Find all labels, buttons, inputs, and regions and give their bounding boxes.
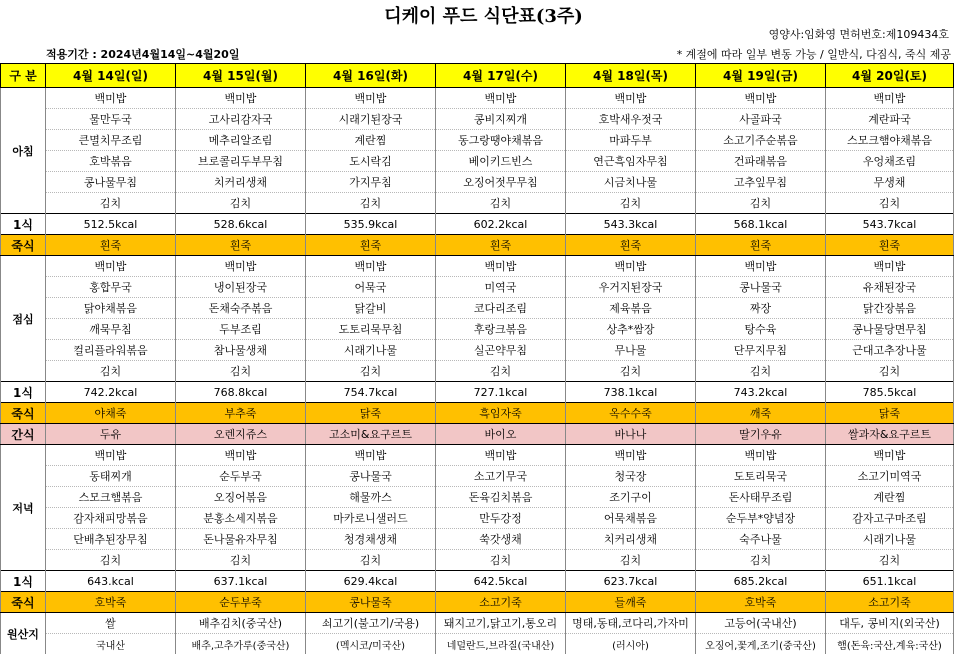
porridge-item: 순두부죽 — [176, 592, 306, 613]
kcal-value: 629.4kcal — [306, 571, 436, 592]
menu-item: 쑥갓생채 — [436, 529, 566, 550]
menu-item: 김치 — [696, 361, 826, 382]
menu-row — [1, 130, 954, 151]
kcal-value: 785.5kcal — [826, 382, 954, 403]
porridge-item: 닭죽 — [306, 403, 436, 424]
menu-item: 백미밥 — [826, 445, 954, 466]
menu-row — [1, 277, 954, 298]
day-header: 4월 19일(금) — [696, 64, 826, 88]
snack-item: 바나나 — [566, 424, 696, 445]
origin-item: 네덜란드,브라질(국내산) — [436, 634, 566, 655]
porridge-item: 닭죽 — [826, 403, 954, 424]
menu-item: 홍합무국 — [46, 277, 176, 298]
menu-item: 근대고추장나물 — [826, 340, 954, 361]
menu-item: 우거지된장국 — [566, 277, 696, 298]
menu-row — [1, 466, 954, 487]
menu-item: 백미밥 — [696, 256, 826, 277]
day-header: 4월 17일(수) — [436, 64, 566, 88]
menu-item: 김치 — [696, 550, 826, 571]
menu-item: 시래기된장국 — [306, 109, 436, 130]
kcal-value: 543.3kcal — [566, 214, 696, 235]
menu-item: 순두부국 — [176, 466, 306, 487]
menu-item: 어묵채볶음 — [566, 508, 696, 529]
menu-row — [1, 508, 954, 529]
snack-item: 오렌지쥬스 — [176, 424, 306, 445]
menu-item: 베이키드빈스 — [436, 151, 566, 172]
snack-item: 바이오 — [436, 424, 566, 445]
origin-item: 오징어,꽃게,조기(중국산) — [696, 634, 826, 655]
menu-item: 해물까스 — [306, 487, 436, 508]
menu-item: 돈채숙주볶음 — [176, 298, 306, 319]
porridge-label: 죽식 — [1, 235, 46, 256]
kcal-value: 743.2kcal — [696, 382, 826, 403]
menu-item: 메추리알조림 — [176, 130, 306, 151]
kcal-value: 768.8kcal — [176, 382, 306, 403]
porridge-item: 흰죽 — [436, 235, 566, 256]
menu-item: 가지무침 — [306, 172, 436, 193]
menu-item: 돈사태무조림 — [696, 487, 826, 508]
menu-item: 소고기무국 — [436, 466, 566, 487]
menu-item: 김치 — [46, 550, 176, 571]
porridge-item: 깨죽 — [696, 403, 826, 424]
menu-item: 김치 — [436, 193, 566, 214]
menu-item: 콩나물국 — [696, 277, 826, 298]
menu-item: 백미밥 — [306, 256, 436, 277]
menu-item: 백미밥 — [46, 256, 176, 277]
menu-item: 스모크햄볶음 — [46, 487, 176, 508]
menu-row — [1, 88, 954, 109]
menu-item: 백미밥 — [46, 88, 176, 109]
origin-row — [1, 634, 954, 655]
porridge-row — [1, 592, 954, 613]
page-title: 디케이 푸드 식단표(3주) — [384, 6, 583, 27]
kcal-label: 1식 — [1, 382, 46, 403]
menu-item: 고추잎무침 — [696, 172, 826, 193]
menu-item: 계란찜 — [306, 130, 436, 151]
menu-item: 고사리감자국 — [176, 109, 306, 130]
menu-item: 돈나물유자무침 — [176, 529, 306, 550]
nutritionist-info: 영양사:임화영 면허번호:제109434호 — [768, 28, 949, 41]
snack-item: 두유 — [46, 424, 176, 445]
meal-label: 저녁 — [1, 445, 46, 571]
menu-item: 시래기나물 — [826, 529, 954, 550]
menu-item: 김치 — [176, 361, 306, 382]
kcal-value: 512.5kcal — [46, 214, 176, 235]
menu-item: 김치 — [826, 361, 954, 382]
menu-item: 냉이된장국 — [176, 277, 306, 298]
day-header: 4월 20일(토) — [826, 64, 954, 88]
menu-item: 만두강정 — [436, 508, 566, 529]
origin-item: (러시아) — [566, 634, 696, 655]
menu-item: 연근흑임자무침 — [566, 151, 696, 172]
kcal-value: 637.1kcal — [176, 571, 306, 592]
menu-item: 백미밥 — [826, 256, 954, 277]
menu-item: 시래기나물 — [306, 340, 436, 361]
menu-item: 닭야채볶음 — [46, 298, 176, 319]
snack-item: 딸기우유 — [696, 424, 826, 445]
menu-item: 참나물생채 — [176, 340, 306, 361]
menu-item: 소고기주순볶음 — [696, 130, 826, 151]
snack-item: 고소미&요구르트 — [306, 424, 436, 445]
porridge-item: 부추죽 — [176, 403, 306, 424]
menu-item: 건파래볶음 — [696, 151, 826, 172]
header-row — [1, 64, 954, 88]
corner-label: 구 분 — [1, 64, 46, 88]
menu-item: 백미밥 — [306, 445, 436, 466]
menu-item: 돈육김치볶음 — [436, 487, 566, 508]
origin-item: 쇠고기(불고기/국용) — [306, 613, 436, 634]
menu-item: 김치 — [566, 550, 696, 571]
menu-item: 김치 — [566, 361, 696, 382]
menu-item: 백미밥 — [436, 88, 566, 109]
snack-item: 쌀과자&요구르트 — [826, 424, 954, 445]
menu-row — [1, 340, 954, 361]
menu-item: 계란파국 — [826, 109, 954, 130]
menu-item: 백미밥 — [176, 88, 306, 109]
day-header: 4월 15일(월) — [176, 64, 306, 88]
kcal-row — [1, 382, 954, 403]
menu-item: 상추*쌈장 — [566, 319, 696, 340]
porridge-item: 흑임자죽 — [436, 403, 566, 424]
menu-item: 김치 — [176, 193, 306, 214]
origin-item: 쌀 — [46, 613, 176, 634]
menu-item: 백미밥 — [176, 256, 306, 277]
menu-item: 컬리플라워볶음 — [46, 340, 176, 361]
porridge-item: 옥수수죽 — [566, 403, 696, 424]
kcal-value: 528.6kcal — [176, 214, 306, 235]
menu-item: 브로콜리두부무침 — [176, 151, 306, 172]
menu-item: 분홍소세지볶음 — [176, 508, 306, 529]
menu-item: 단무지무침 — [696, 340, 826, 361]
porridge-item: 흰죽 — [176, 235, 306, 256]
menu-item: 동태찌개 — [46, 466, 176, 487]
menu-item: 김치 — [306, 193, 436, 214]
menu-item: 코다리조림 — [436, 298, 566, 319]
kcal-value: 623.7kcal — [566, 571, 696, 592]
menu-item: 숙주나물 — [696, 529, 826, 550]
menu-item: 유채된장국 — [826, 277, 954, 298]
menu-item: 사골파국 — [696, 109, 826, 130]
menu-item: 도시락김 — [306, 151, 436, 172]
origin-item: 배추,고추가루(중국산) — [176, 634, 306, 655]
menu-item: 물만두국 — [46, 109, 176, 130]
porridge-item: 호박죽 — [46, 592, 176, 613]
menu-item: 콩나물당면무침 — [826, 319, 954, 340]
origin-item: 고등어(국내산) — [696, 613, 826, 634]
snack-row — [1, 424, 954, 445]
menu-row — [1, 109, 954, 130]
menu-item: 오징어젓무무침 — [436, 172, 566, 193]
menu-item: 실곤약무침 — [436, 340, 566, 361]
porridge-row — [1, 403, 954, 424]
menu-item: 백미밥 — [436, 256, 566, 277]
kcal-value: 535.9kcal — [306, 214, 436, 235]
menu-item: 짜장 — [696, 298, 826, 319]
menu-item: 순두부*양념장 — [696, 508, 826, 529]
kcal-value: 643.kcal — [46, 571, 176, 592]
kcal-row — [1, 571, 954, 592]
menu-item: 단배추된장무침 — [46, 529, 176, 550]
menu-item: 백미밥 — [566, 445, 696, 466]
menu-item: 치커리생채 — [566, 529, 696, 550]
menu-item: 무생채 — [826, 172, 954, 193]
menu-item: 백미밥 — [176, 445, 306, 466]
day-header: 4월 18일(목) — [566, 64, 696, 88]
menu-row — [1, 172, 954, 193]
porridge-item: 호박죽 — [696, 592, 826, 613]
menu-table — [0, 63, 954, 654]
menu-row — [1, 445, 954, 466]
meal-label: 점심 — [1, 256, 46, 382]
menu-row — [1, 550, 954, 571]
menu-item: 소고기미역국 — [826, 466, 954, 487]
menu-item: 어묵국 — [306, 277, 436, 298]
menu-item: 백미밥 — [826, 88, 954, 109]
menu-item: 김치 — [826, 193, 954, 214]
menu-item: 백미밥 — [696, 445, 826, 466]
kcal-value: 754.7kcal — [306, 382, 436, 403]
menu-item: 닭갈비 — [306, 298, 436, 319]
kcal-value: 651.1kcal — [826, 571, 954, 592]
menu-item: 동그랑땡야채볶음 — [436, 130, 566, 151]
menu-item: 호박새우젓국 — [566, 109, 696, 130]
menu-item: 김치 — [46, 193, 176, 214]
porridge-item: 콩나물죽 — [306, 592, 436, 613]
day-header: 4월 14일(일) — [46, 64, 176, 88]
porridge-item: 소고기죽 — [826, 592, 954, 613]
menu-item: 스모크햄야채볶음 — [826, 130, 954, 151]
porridge-item: 흰죽 — [826, 235, 954, 256]
menu-item: 계란찜 — [826, 487, 954, 508]
menu-item: 감자채피망볶음 — [46, 508, 176, 529]
menu-item: 도토리묵무침 — [306, 319, 436, 340]
porridge-item: 흰죽 — [306, 235, 436, 256]
origin-item: (멕시코/미국산) — [306, 634, 436, 655]
kcal-value: 685.2kcal — [696, 571, 826, 592]
kcal-value: 543.7kcal — [826, 214, 954, 235]
menu-row — [1, 361, 954, 382]
kcal-value: 642.5kcal — [436, 571, 566, 592]
porridge-item: 야채죽 — [46, 403, 176, 424]
porridge-item: 흰죽 — [696, 235, 826, 256]
menu-item: 우엉채조림 — [826, 151, 954, 172]
menu-item: 제육볶음 — [566, 298, 696, 319]
menu-item: 김치 — [826, 550, 954, 571]
menu-item: 후랑크볶음 — [436, 319, 566, 340]
kcal-value: 727.1kcal — [436, 382, 566, 403]
origin-item: 명태,동태,코다리,가자미 — [566, 613, 696, 634]
menu-item: 오징어볶음 — [176, 487, 306, 508]
menu-item: 김치 — [306, 550, 436, 571]
menu-row — [1, 319, 954, 340]
menu-item: 김치 — [436, 361, 566, 382]
menu-item: 두부조림 — [176, 319, 306, 340]
menu-item: 닭간장볶음 — [826, 298, 954, 319]
menu-item: 백미밥 — [566, 256, 696, 277]
snack-label: 간식 — [1, 424, 46, 445]
menu-item: 마파두부 — [566, 130, 696, 151]
menu-row — [1, 529, 954, 550]
porridge-row — [1, 235, 954, 256]
meal-label: 아침 — [1, 88, 46, 214]
menu-item: 조기구이 — [566, 487, 696, 508]
menu-item: 청경채생채 — [306, 529, 436, 550]
menu-item: 김치 — [566, 193, 696, 214]
kcal-value: 742.2kcal — [46, 382, 176, 403]
menu-item: 김치 — [176, 550, 306, 571]
porridge-label: 죽식 — [1, 592, 46, 613]
origin-label: 원산지 — [1, 613, 46, 655]
menu-item: 백미밥 — [306, 88, 436, 109]
menu-item: 치커리생채 — [176, 172, 306, 193]
menu-item: 김치 — [46, 361, 176, 382]
menu-item: 김치 — [436, 550, 566, 571]
porridge-label: 죽식 — [1, 403, 46, 424]
menu-item: 큰멸치무조림 — [46, 130, 176, 151]
menu-item: 김치 — [306, 361, 436, 382]
menu-item: 백미밥 — [436, 445, 566, 466]
menu-item: 백미밥 — [566, 88, 696, 109]
kcal-label: 1식 — [1, 214, 46, 235]
day-header: 4월 16일(화) — [306, 64, 436, 88]
menu-item: 호박볶음 — [46, 151, 176, 172]
porridge-item: 흰죽 — [46, 235, 176, 256]
origin-item: 돼지고기,닭고기,통오리 — [436, 613, 566, 634]
menu-item: 청국장 — [566, 466, 696, 487]
porridge-item: 들깨죽 — [566, 592, 696, 613]
menu-item: 백미밥 — [46, 445, 176, 466]
menu-item: 김치 — [696, 193, 826, 214]
menu-note: * 계절에 따라 일부 변동 가능 / 일반식, 다짐식, 죽식 제공 — [676, 48, 951, 61]
menu-item: 콩나물무침 — [46, 172, 176, 193]
origin-row — [1, 613, 954, 634]
kcal-value: 738.1kcal — [566, 382, 696, 403]
kcal-row — [1, 214, 954, 235]
origin-item: 햄(돈육:국산,계육:국산) — [826, 634, 954, 655]
menu-item: 도토리묵국 — [696, 466, 826, 487]
menu-item: 미역국 — [436, 277, 566, 298]
kcal-value: 602.2kcal — [436, 214, 566, 235]
kcal-label: 1식 — [1, 571, 46, 592]
origin-item: 국내산 — [46, 634, 176, 655]
menu-item: 시금치나물 — [566, 172, 696, 193]
menu-item: 탕수육 — [696, 319, 826, 340]
origin-item: 대두, 콩비지(외국산) — [826, 613, 954, 634]
menu-row — [1, 298, 954, 319]
menu-item: 콩나물국 — [306, 466, 436, 487]
menu-item: 마카로니샐러드 — [306, 508, 436, 529]
menu-row — [1, 193, 954, 214]
menu-row — [1, 151, 954, 172]
menu-item: 감자고구마조림 — [826, 508, 954, 529]
porridge-item: 흰죽 — [566, 235, 696, 256]
menu-row — [1, 487, 954, 508]
menu-item: 백미밥 — [696, 88, 826, 109]
menu-item: 깨묵무침 — [46, 319, 176, 340]
porridge-item: 소고기죽 — [436, 592, 566, 613]
kcal-value: 568.1kcal — [696, 214, 826, 235]
origin-item: 배추김치(중국산) — [176, 613, 306, 634]
menu-item: 콩비지찌개 — [436, 109, 566, 130]
apply-period: 적용기간 : 2024년4월14일~4월20일 — [46, 48, 240, 61]
menu-row — [1, 256, 954, 277]
menu-item: 무나물 — [566, 340, 696, 361]
